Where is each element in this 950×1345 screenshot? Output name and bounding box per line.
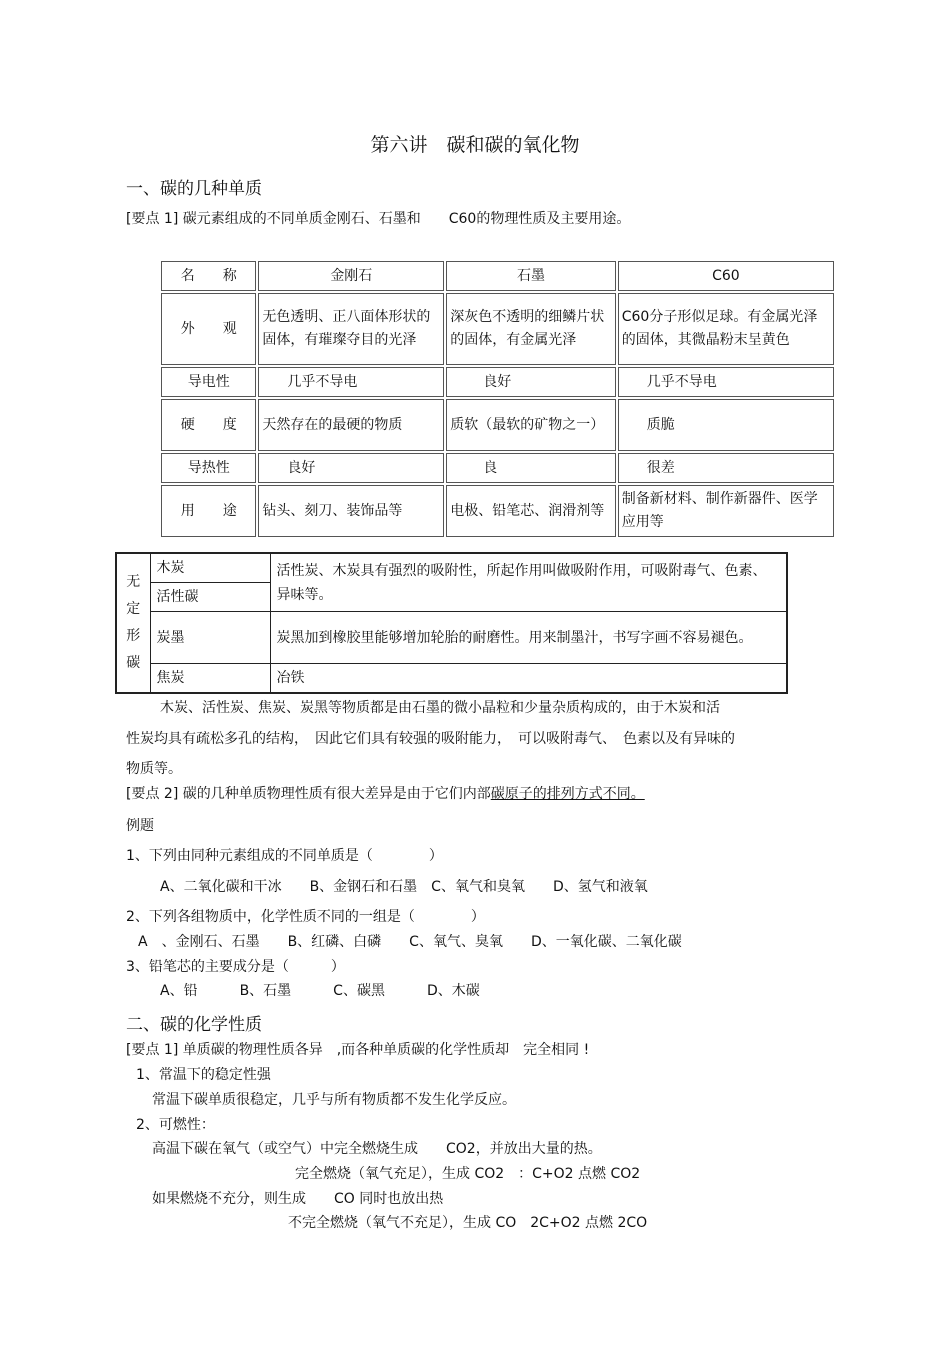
cell-c60-conductivity: 几乎不导电 <box>618 367 834 397</box>
desc-charcoal: 活性炭、木炭具有强烈的吸附性，所起作用叫做吸附作用，可吸附毒气、色素、异味等。 <box>270 553 787 612</box>
header-graphite: 石墨 <box>446 261 616 291</box>
desc-coke: 冶铁 <box>270 664 787 694</box>
cell-c60-uses: 制备新材料、制作新器件、医学应用等 <box>618 485 834 537</box>
section2-point1: [要点 1] 单质碳的物理性质各异 ,而各种单质碳的化学性质却 完全相同 ! <box>126 1042 590 1058</box>
point2-answer: 碳原子的排列方式不同。 <box>490 786 645 802</box>
cell-graphite-hardness: 质软（最软的矿物之一） <box>446 399 616 451</box>
amorphous-carbon-table <box>115 552 788 694</box>
combustion-heading: 2、可燃性： <box>136 1117 215 1133</box>
cell-c60-appearance: C60分子形似足球。有金属光泽的固体，其微晶粉末呈黄色 <box>618 293 834 365</box>
name-coke: 焦炭 <box>150 664 270 694</box>
cell-graphite-appearance: 深灰色不透明的细鳞片状的固体，有金属光泽 <box>446 293 616 365</box>
question-1: 1、下列由同种元素组成的不同单质是（ ） <box>126 848 443 864</box>
carbon-properties-table <box>159 259 836 539</box>
para1-line3: 物质等。 <box>126 761 182 777</box>
question-2-options: A 、金刚石、石墨 B、红磷、白磷 C、氧气、臭氧 D、一氧化碳、二氧化碳 <box>138 934 682 950</box>
cell-c60-hardness: 质脆 <box>618 399 834 451</box>
equation-incomplete: 不完全燃烧（氧气不充足），生成 CO 2C+O2 点燃 2CO <box>288 1215 648 1231</box>
stability-heading: 1、常温下的稳定性强 <box>136 1067 271 1083</box>
row-label-thermal: 导热性 <box>161 453 256 483</box>
para1-line1: 木炭、活性炭、焦炭、炭黑等物质都是由石墨的微小晶粒和少量杂质构成的，由于木炭和活 <box>160 700 720 716</box>
point2-prefix: [要点 2] 碳的几种单质物理性质有很大差异是由于它们内部 <box>126 786 491 802</box>
cell-diamond-uses: 钻头、刻刀、装饰品等 <box>258 485 444 537</box>
question-3-options: A、铅 B、石墨 C、碳黑 D、木碳 <box>160 983 480 999</box>
section2-heading: 二、碳的化学性质 <box>126 1015 262 1035</box>
header-c60: C60 <box>618 261 834 291</box>
name-activated-carbon: 活性碳 <box>150 583 270 612</box>
question-3: 3、铅笔芯的主要成分是（ ） <box>126 959 345 975</box>
cell-diamond-conductivity: 几乎不导电 <box>258 367 444 397</box>
amorphous-carbon-label: 无定形碳 <box>116 553 150 693</box>
row-label-conductivity: 导电性 <box>161 367 256 397</box>
row-label-hardness: 硬 度 <box>161 399 256 451</box>
question-2: 2、下列各组物质中，化学性质不同的一组是（ ） <box>126 909 485 925</box>
section1-heading: 一、碳的几种单质 <box>126 179 262 199</box>
combustion-line2: 如果燃烧不充分，则生成 CO 同时也放出热 <box>152 1191 444 1207</box>
cell-graphite-uses: 电极、铅笔芯、润滑剂等 <box>446 485 616 537</box>
name-carbon-black: 炭墨 <box>150 612 270 664</box>
para1-line2: 性炭均具有疏松多孔的结构， 因此它们具有较强的吸附能力， 可以吸附毒气、 色素以及有异味的 <box>126 731 735 747</box>
point2-text <box>126 783 697 803</box>
page-title: 第六讲 碳和碳的氧化物 <box>370 134 580 156</box>
stability-text: 常温下碳单质很稳定，几乎与所有物质都不发生化学反应。 <box>152 1092 516 1108</box>
desc-carbon-black: 炭黑加到橡胶里能够增加轮胎的耐磨性。用来制墨汁，书写字画不容易褪色。 <box>270 612 787 664</box>
cell-diamond-appearance: 无色透明、正八面体形状的固体，有璀璨夺目的光泽 <box>258 293 444 365</box>
cell-graphite-conductivity: 良好 <box>446 367 616 397</box>
equation-complete: 完全燃烧（氧气充足），生成 CO2 ：C+O2 点燃 CO2 <box>295 1166 641 1182</box>
header-diamond: 金刚石 <box>258 261 444 291</box>
cell-c60-thermal: 很差 <box>618 453 834 483</box>
example-label: 例题 <box>126 818 154 834</box>
cell-diamond-hardness: 天然存在的最硬的物质 <box>258 399 444 451</box>
point1-text: [要点 1] 碳元素组成的不同单质金刚石、石墨和 C60的物理性质及主要用途。 <box>126 211 631 227</box>
cell-graphite-thermal: 良 <box>446 453 616 483</box>
row-label-uses: 用 途 <box>161 485 256 537</box>
name-charcoal: 木炭 <box>150 553 270 583</box>
question-1-options: A、二氧化碳和干冰 B、金钢石和石墨 C、氧气和臭氧 D、氢气和液氧 <box>160 879 648 895</box>
combustion-line1: 高温下碳在氧气（或空气）中完全燃烧生成 CO2，并放出大量的热。 <box>152 1141 602 1157</box>
cell-diamond-thermal: 良好 <box>258 453 444 483</box>
header-name: 名 称 <box>161 261 256 291</box>
row-label-appearance: 外 观 <box>161 293 256 365</box>
